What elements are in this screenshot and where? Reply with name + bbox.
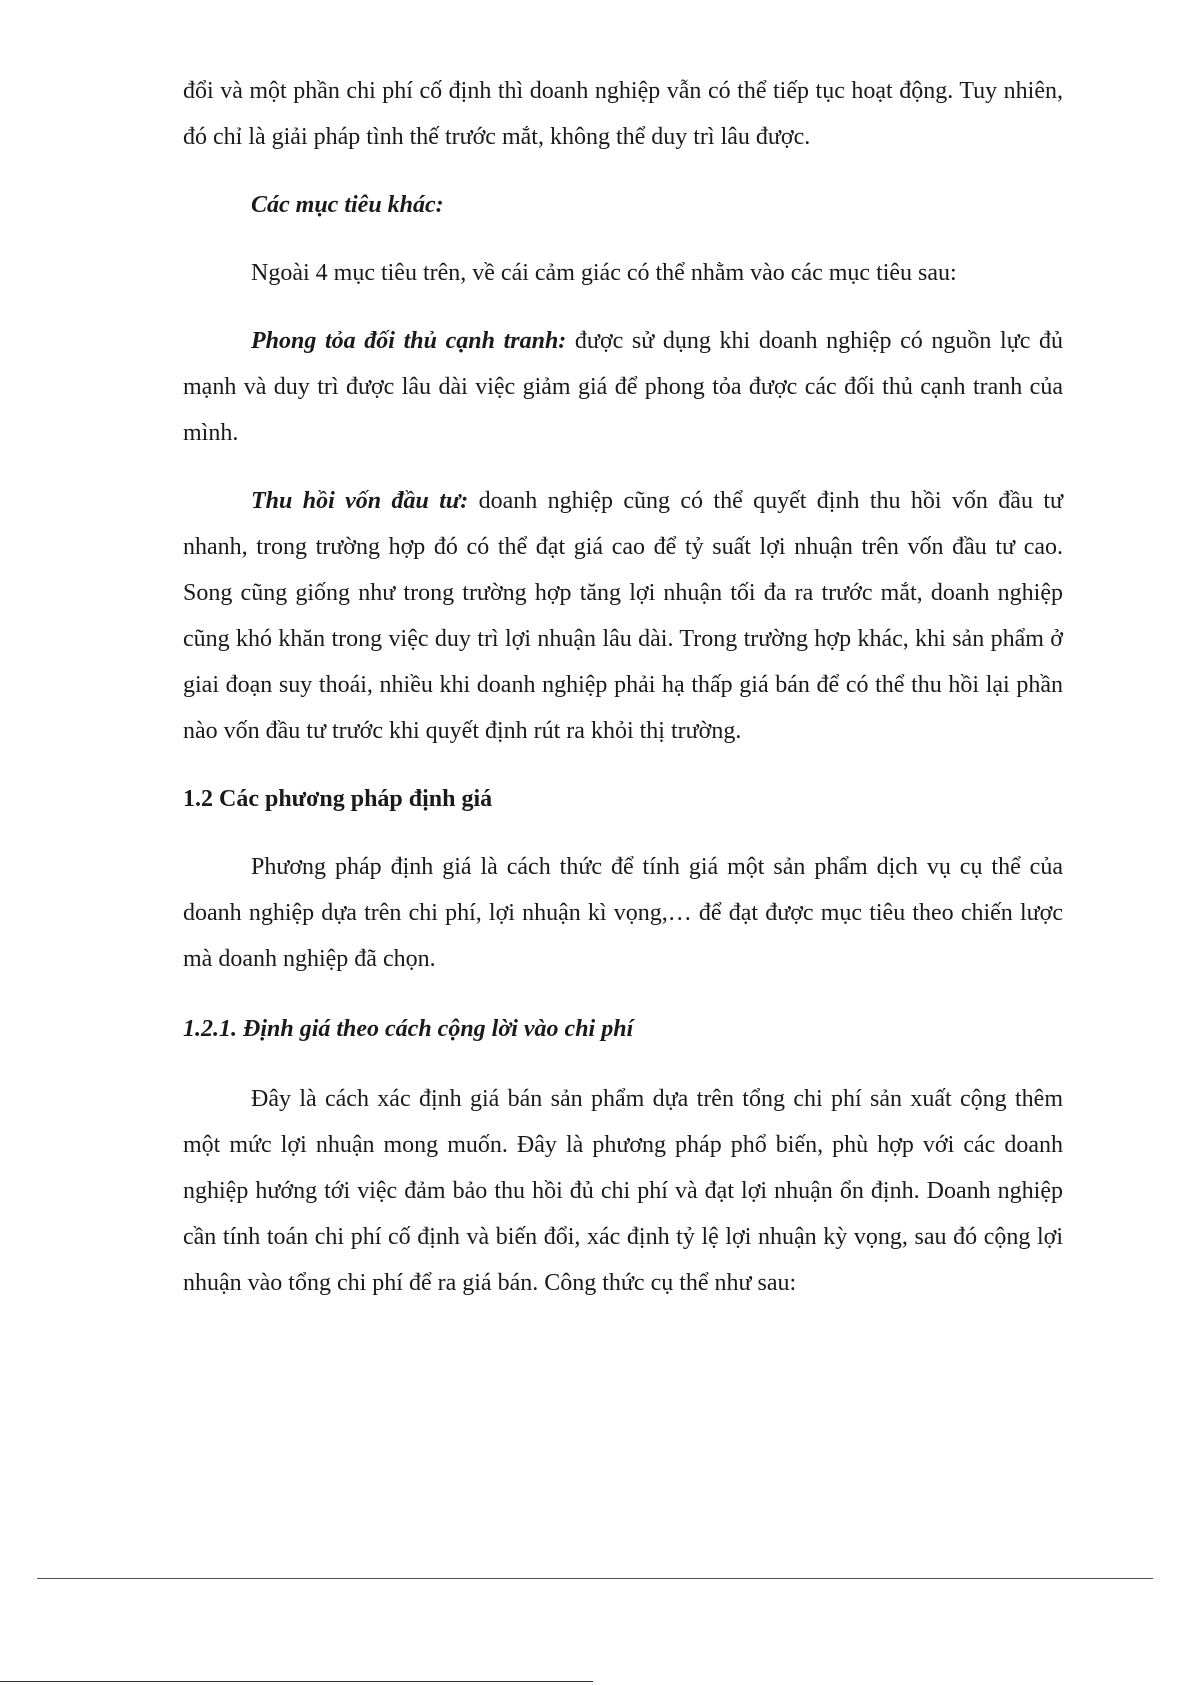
block-competitors-lead: Phong tỏa đối thủ cạnh tranh:	[251, 328, 567, 354]
paragraph-recover-investment	[183, 478, 1063, 754]
page-content	[183, 68, 1063, 1306]
paragraph-cost-plus: Đây là cách xác định giá bán sản phẩm dựa trên tổng chi phí sản xuất cộng thêm một mức lợi nhuận mong muốn. Đây là phương pháp phổ biến, phù hợp với các doanh nghiệp hướng tới việc đảm bảo thu hồi đủ chi phí và đạt lợi nhuận ổn định. Doanh nghiệp cần tính toán chi phí cố định và biến đổi, xác định tỷ lệ lợi nhuận kỳ vọng, sau đó cộng lợi nhuận vào tổng chi phí để ra giá bán. Công thức cụ thể như sau:	[183, 1086, 1063, 1296]
paragraph-continuation: đổi và một phần chi phí cố định thì doanh nghiệp vẫn có thể tiếp tục hoạt động. Tuy nhiên, đó chỉ là giải pháp tình thế trước mắt, không thể duy trì lâu được.	[183, 78, 1063, 150]
other-goals-heading: Các mục tiêu khác:	[251, 192, 444, 218]
recover-investment-lead: Thu hồi vốn đầu tư:	[251, 488, 469, 514]
paragraph-pricing-methods: Phương pháp định giá là cách thức để tính giá một sản phẩm dịch vụ cụ thể của doanh nghiệp dựa trên chi phí, lợi nhuận kì vọng,… để đạt được mục tiêu theo chiến lược mà doanh nghiệp đã chọn.	[183, 854, 1063, 972]
footnote-divider	[0, 1681, 593, 1682]
subsection-heading: 1.2.1. Định giá theo cách cộng lời vào chi phí	[183, 1016, 634, 1042]
section-heading: 1.2 Các phương pháp định giá	[183, 786, 493, 812]
block-competitors-body: được sử dụng khi doanh nghiệp có nguồn lực đủ mạnh và duy trì được lâu dài việc giảm giá để phong tỏa được các đối thủ cạnh tranh của mình.	[183, 328, 1063, 446]
recover-investment-body: doanh nghiệp cũng có thể quyết định thu hồi vốn đầu tư nhanh, trong trường hợp đó có thể đạt giá cao để tỷ suất lợi nhuận trên vốn đầu tư cao. Song cũng giống như trong trường hợp tăng lợi nhuận tối đa ra trước mắt, doanh nghiệp cũng khó khăn trong việc duy trì lợi nhuận lâu dài. Trong trường hợp khác, khi sản phẩm ở giai đoạn suy thoái, nhiều khi doanh nghiệp phải hạ thấp giá bán để có thể thu hồi lại phần nào vốn đầu tư trước khi quyết định rút ra khỏi thị trường.	[183, 488, 1064, 744]
paragraph-other-goals-intro: Ngoài 4 mục tiêu trên, về cái cảm giác có thể nhằm vào các mục tiêu sau:	[251, 260, 957, 286]
footer-divider	[37, 1578, 1153, 1579]
paragraph-block-competitors	[183, 318, 1063, 456]
